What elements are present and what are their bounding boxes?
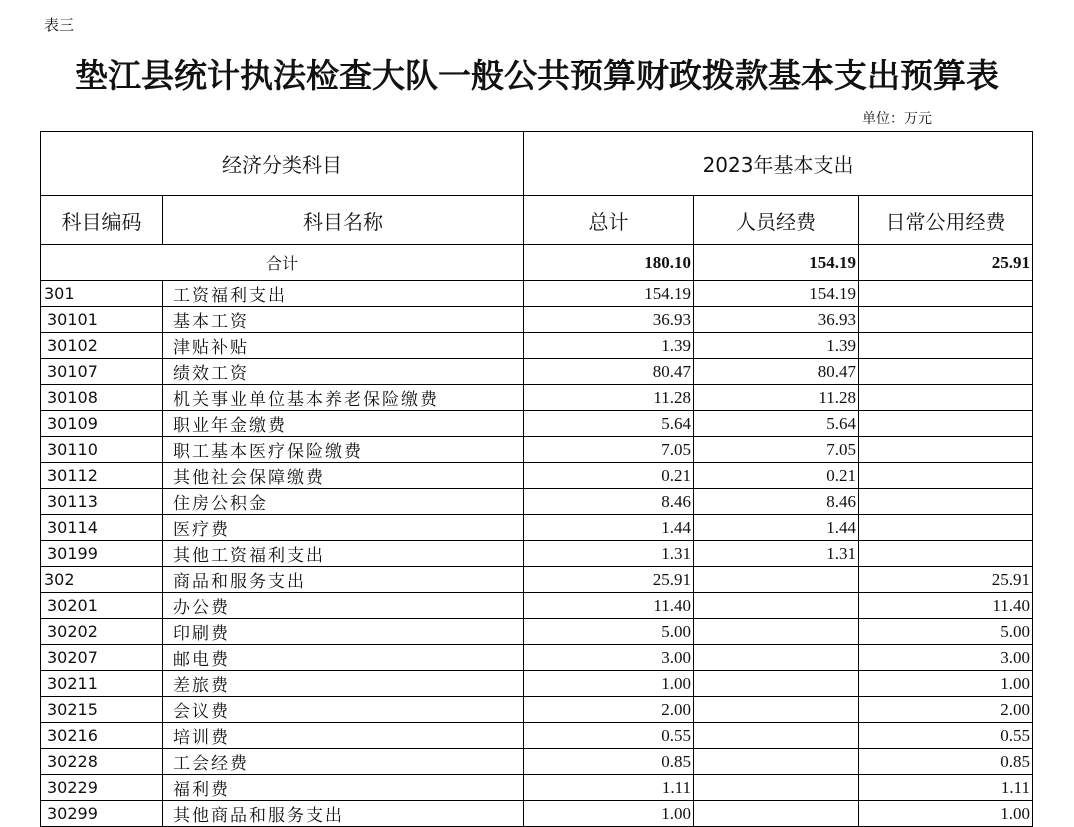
row-personnel: 8.46 bbox=[694, 489, 859, 515]
row-personnel: 80.47 bbox=[694, 359, 859, 385]
row-code: 30114 bbox=[41, 515, 163, 541]
header-code: 科目编码 bbox=[41, 196, 163, 245]
row-total: 0.85 bbox=[524, 749, 694, 775]
table-row bbox=[41, 775, 1033, 801]
row-code: 30113 bbox=[41, 489, 163, 515]
table-row bbox=[41, 593, 1033, 619]
row-name: 工资福利支出 bbox=[163, 281, 524, 307]
header-year-expense: 2023年基本支出 bbox=[524, 132, 1033, 196]
budget-table bbox=[40, 131, 1033, 827]
row-code: 30215 bbox=[41, 697, 163, 723]
row-code: 30202 bbox=[41, 619, 163, 645]
row-name: 其他社会保障缴费 bbox=[163, 463, 524, 489]
row-name: 绩效工资 bbox=[163, 359, 524, 385]
row-public: 25.91 bbox=[859, 567, 1033, 593]
row-code: 30110 bbox=[41, 437, 163, 463]
row-public: 1.00 bbox=[859, 801, 1033, 827]
table-row bbox=[41, 437, 1033, 463]
table-row bbox=[41, 671, 1033, 697]
row-public: 0.85 bbox=[859, 749, 1033, 775]
row-public bbox=[859, 489, 1033, 515]
row-name: 职工基本医疗保险缴费 bbox=[163, 437, 524, 463]
row-name: 机关事业单位基本养老保险缴费 bbox=[163, 385, 524, 411]
table-row bbox=[41, 489, 1033, 515]
header-row-2 bbox=[41, 196, 1033, 245]
row-public bbox=[859, 541, 1033, 567]
row-code: 30207 bbox=[41, 645, 163, 671]
row-name: 职业年金缴费 bbox=[163, 411, 524, 437]
row-name: 津贴补贴 bbox=[163, 333, 524, 359]
row-code: 301 bbox=[41, 281, 163, 307]
row-total: 0.55 bbox=[524, 723, 694, 749]
row-personnel bbox=[694, 645, 859, 671]
header-row-1 bbox=[41, 132, 1033, 196]
header-personnel: 人员经费 bbox=[694, 196, 859, 245]
table-row bbox=[41, 307, 1033, 333]
row-personnel bbox=[694, 749, 859, 775]
table-row bbox=[41, 801, 1033, 827]
row-personnel bbox=[694, 697, 859, 723]
row-public: 3.00 bbox=[859, 645, 1033, 671]
row-public bbox=[859, 281, 1033, 307]
row-total: 25.91 bbox=[524, 567, 694, 593]
row-total: 1.39 bbox=[524, 333, 694, 359]
row-personnel bbox=[694, 593, 859, 619]
row-name: 邮电费 bbox=[163, 645, 524, 671]
row-public bbox=[859, 385, 1033, 411]
row-total: 1.44 bbox=[524, 515, 694, 541]
row-public bbox=[859, 307, 1033, 333]
row-total: 80.47 bbox=[524, 359, 694, 385]
row-public: 5.00 bbox=[859, 619, 1033, 645]
summary-public: 25.91 bbox=[859, 245, 1033, 281]
row-personnel: 1.44 bbox=[694, 515, 859, 541]
table-row bbox=[41, 697, 1033, 723]
row-total: 1.00 bbox=[524, 801, 694, 827]
row-personnel bbox=[694, 619, 859, 645]
row-code: 302 bbox=[41, 567, 163, 593]
row-code: 30201 bbox=[41, 593, 163, 619]
summary-total: 180.10 bbox=[524, 245, 694, 281]
row-code: 30107 bbox=[41, 359, 163, 385]
table-row bbox=[41, 619, 1033, 645]
row-code: 30112 bbox=[41, 463, 163, 489]
table-row bbox=[41, 567, 1033, 593]
row-personnel: 1.31 bbox=[694, 541, 859, 567]
row-name: 商品和服务支出 bbox=[163, 567, 524, 593]
row-personnel bbox=[694, 723, 859, 749]
row-total: 154.19 bbox=[524, 281, 694, 307]
row-personnel: 7.05 bbox=[694, 437, 859, 463]
table-row bbox=[41, 463, 1033, 489]
row-personnel: 36.93 bbox=[694, 307, 859, 333]
row-code: 30199 bbox=[41, 541, 163, 567]
table-row bbox=[41, 645, 1033, 671]
row-public bbox=[859, 463, 1033, 489]
header-total: 总计 bbox=[524, 196, 694, 245]
row-public bbox=[859, 411, 1033, 437]
table-row bbox=[41, 749, 1033, 775]
row-total: 3.00 bbox=[524, 645, 694, 671]
table-row bbox=[41, 281, 1033, 307]
row-total: 5.64 bbox=[524, 411, 694, 437]
row-personnel bbox=[694, 775, 859, 801]
row-personnel: 0.21 bbox=[694, 463, 859, 489]
table-row bbox=[41, 411, 1033, 437]
row-code: 30109 bbox=[41, 411, 163, 437]
row-public bbox=[859, 359, 1033, 385]
row-name: 其他商品和服务支出 bbox=[163, 801, 524, 827]
row-public: 1.11 bbox=[859, 775, 1033, 801]
row-personnel bbox=[694, 567, 859, 593]
row-name: 会议费 bbox=[163, 697, 524, 723]
unit-label: 单位：万元 bbox=[862, 112, 932, 127]
row-total: 36.93 bbox=[524, 307, 694, 333]
table-number-label: 表三 bbox=[44, 18, 75, 34]
row-personnel: 5.64 bbox=[694, 411, 859, 437]
row-code: 30229 bbox=[41, 775, 163, 801]
row-total: 1.31 bbox=[524, 541, 694, 567]
row-total: 2.00 bbox=[524, 697, 694, 723]
row-total: 11.28 bbox=[524, 385, 694, 411]
row-public: 0.55 bbox=[859, 723, 1033, 749]
summary-personnel: 154.19 bbox=[694, 245, 859, 281]
row-code: 30216 bbox=[41, 723, 163, 749]
row-name: 医疗费 bbox=[163, 515, 524, 541]
row-total: 5.00 bbox=[524, 619, 694, 645]
header-name: 科目名称 bbox=[163, 196, 524, 245]
row-total: 1.00 bbox=[524, 671, 694, 697]
row-public: 2.00 bbox=[859, 697, 1033, 723]
summary-label: 合计 bbox=[41, 245, 524, 281]
row-total: 11.40 bbox=[524, 593, 694, 619]
table-row bbox=[41, 359, 1033, 385]
table-row bbox=[41, 541, 1033, 567]
row-personnel: 11.28 bbox=[694, 385, 859, 411]
row-total: 7.05 bbox=[524, 437, 694, 463]
row-name: 住房公积金 bbox=[163, 489, 524, 515]
row-code: 30102 bbox=[41, 333, 163, 359]
row-public bbox=[859, 437, 1033, 463]
row-public: 11.40 bbox=[859, 593, 1033, 619]
row-personnel: 1.39 bbox=[694, 333, 859, 359]
row-personnel bbox=[694, 801, 859, 827]
row-name: 差旅费 bbox=[163, 671, 524, 697]
row-personnel: 154.19 bbox=[694, 281, 859, 307]
row-public bbox=[859, 333, 1033, 359]
row-personnel bbox=[694, 671, 859, 697]
header-public: 日常公用经费 bbox=[859, 196, 1033, 245]
table-row bbox=[41, 385, 1033, 411]
table-row bbox=[41, 333, 1033, 359]
table-row bbox=[41, 723, 1033, 749]
row-name: 培训费 bbox=[163, 723, 524, 749]
row-code: 30228 bbox=[41, 749, 163, 775]
row-code: 30108 bbox=[41, 385, 163, 411]
row-name: 印刷费 bbox=[163, 619, 524, 645]
table-row bbox=[41, 515, 1033, 541]
row-code: 30101 bbox=[41, 307, 163, 333]
row-total: 1.11 bbox=[524, 775, 694, 801]
row-public bbox=[859, 515, 1033, 541]
header-category: 经济分类科目 bbox=[41, 132, 524, 196]
row-name: 工会经费 bbox=[163, 749, 524, 775]
row-total: 0.21 bbox=[524, 463, 694, 489]
row-code: 30211 bbox=[41, 671, 163, 697]
row-name: 基本工资 bbox=[163, 307, 524, 333]
row-name: 办公费 bbox=[163, 593, 524, 619]
page-title: 垫江县统计执法检查大队一般公共预算财政拨款基本支出预算表 bbox=[75, 59, 999, 95]
row-public: 1.00 bbox=[859, 671, 1033, 697]
row-name: 其他工资福利支出 bbox=[163, 541, 524, 567]
summary-row bbox=[41, 245, 1033, 281]
row-name: 福利费 bbox=[163, 775, 524, 801]
row-code: 30299 bbox=[41, 801, 163, 827]
row-total: 8.46 bbox=[524, 489, 694, 515]
